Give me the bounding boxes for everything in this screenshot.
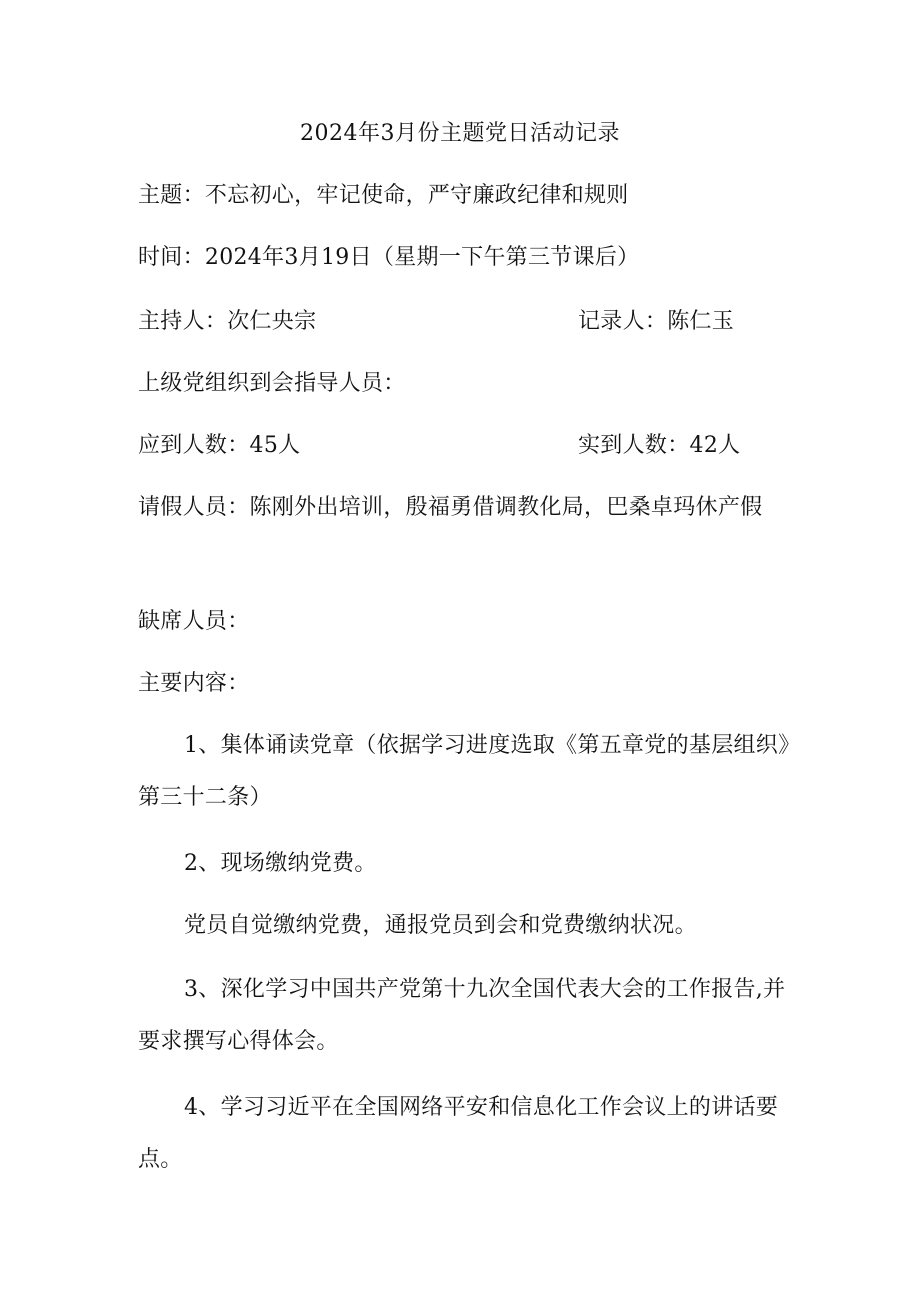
expected-value: 45人 <box>249 433 301 458</box>
guidance-label: 上级党组织到会指导人员： <box>138 371 406 396</box>
document-title: 2024年3月份主题党日活动记录 <box>300 121 620 146</box>
content-item-2-detail: 党员自觉缴纳党费，通报党员到会和党费缴纳状况。 <box>184 913 697 938</box>
recorder-line <box>578 302 734 342</box>
time-label: 时间： <box>138 245 205 270</box>
expected-line <box>138 426 300 466</box>
host-line <box>138 302 316 342</box>
leave-value: 陈刚外出培训，殷福勇借调教化局，巴桑卓玛休产假 <box>249 495 763 520</box>
time-line <box>138 238 640 278</box>
time-value: 2024年3月19日（星期一下午第三节课后） <box>204 245 640 270</box>
actual-line <box>578 426 740 466</box>
content-item-2: 2、现场缴纳党费。 <box>184 851 377 876</box>
theme-label: 主题： <box>138 183 205 208</box>
content-item-4: 4、学习习近平在全国网络平安和信息化工作会议上的讲话要点。 <box>138 1095 779 1172</box>
absent-line <box>138 602 250 642</box>
guidance-line <box>138 364 406 404</box>
content-item-1: 1、集体诵读党章（依据学习进度选取《第五章党的基层组织》第三十二条） <box>138 733 790 810</box>
host-value: 次仁央宗 <box>227 309 317 334</box>
theme-value: 不忘初心，牢记使命，严守廉政纪律和规则 <box>204 183 629 208</box>
leave-label: 请假人员： <box>138 495 250 520</box>
actual-value: 42人 <box>689 433 741 458</box>
recorder-label: 记录人： <box>578 309 668 334</box>
host-label: 主持人： <box>138 309 228 334</box>
absent-label: 缺席人员： <box>138 609 250 634</box>
recorder-value: 陈仁玉 <box>667 309 735 334</box>
content-item-3: 3、深化学习中国共产党第十九次全国代表大会的工作报告,并要求撰写心得体会。 <box>138 977 786 1054</box>
actual-label: 实到人数： <box>578 433 690 458</box>
main-content-label: 主要内容： <box>138 671 250 696</box>
theme-line <box>138 176 629 216</box>
expected-label: 应到人数： <box>138 433 250 458</box>
leave-paragraph <box>138 482 790 534</box>
